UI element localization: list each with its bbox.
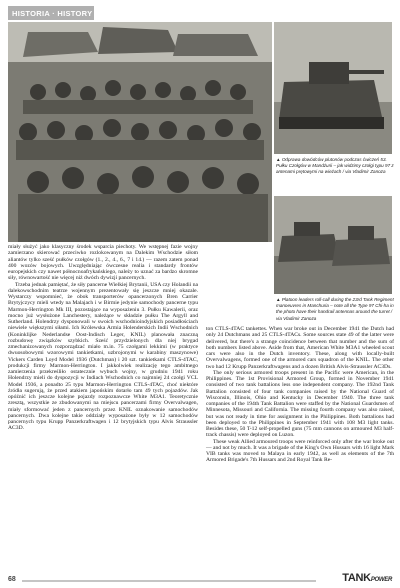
tank-column-photo: [274, 196, 392, 294]
polish-text-column: [8, 244, 198, 432]
main-photo: [8, 22, 272, 242]
tank-photo-top: [274, 22, 392, 154]
tank-crews-photo: [8, 22, 272, 242]
logo-sub: POWER: [370, 577, 392, 583]
section-label: HISTORIA · HISTORY: [12, 8, 93, 18]
tank-photo-bottom: [274, 196, 392, 294]
paragraph: The only serious armored troops present in the Pacific were American, in the Philippines. The 1st Provisional Armored Group, formed in November 1941 consisted of two tank battalions less one independent company. The 192nd Tank Battalion consisted of four tank companies raised by the National Guard of Wisconsin, Illinois, Ohio and Kentucky in December 1940. The three tank companies of the 194th Tank Battalion were staffed by the National Guardsmen of Minnesota, Missouri and California. The missing fourth company was also raised, but was not ready in time for assignment in the Philippines. Both battalions had been deployed to the Philippines in September 1941 with 108 M3 light tanks. Besides these, 50 T-12 self-propelled guns (75 mm cannons on armoured M3 half-track chassis) were deployed on Luzon.: [206, 369, 394, 439]
logo-main: TANK: [342, 572, 371, 584]
paragraph: ton CTLS-4TAC tankettes. When war broke out in December 1941 the Dutch had only 24 Dutchmans and 25 CTLS-4TACs. Some sources state 49 of the latter were delivered, but there's a strange coincidence between that number and the sum of both numbers listed above. Aside from that, American White M3A1 wheeled scout cars were also in the Dutch inventory. These, along with locally-built Overvalwagens, formed one of the armored cars squadron of the KNIL. The other two had 12 Krupp Panzerkraftwagens and a dozen British Alvis-Straussler AC3Ds.: [206, 326, 394, 370]
tank-on-road-photo: [274, 22, 392, 154]
english-text-column: [206, 326, 394, 464]
paragraph: These weak Allied armoured troops were reinforced only after the war broke out — and not by much. It was a brigade of the King's Own Hussars with 16 light Mark VIB tanks was moved to Malaya in early 1942, as well as elements of the 7th Armored Brigade's 7th Hussars and 2nd Royal Tank Re-: [206, 438, 394, 464]
photo-caption-bottom: ▲ Platoon leaders roll-call during the 23rd Tank Regiment manoeuvres in Manchuria – note all the Type 97 Chi-ha in the photo have their handrail antennas around the turret / via Vladimir Zanoza: [276, 297, 394, 321]
page-number: 68: [8, 576, 16, 583]
footer-rule: [22, 580, 316, 582]
section-header: [8, 6, 94, 20]
paragraph: miały służyć jako klasyczny środek wsparcia piechoty. We wstępnej fazie wojny zamierzano skierować przeciwko rozlokowanym na Dalekim Wschodzie siłom aliantów tylko sześć pułków czołgów (1., 2., 4., 6., 7 i 14.) — razem zatem ponad 400 wozów bojowych. Uwzględniając ówczesne realia i standardy frontów europejskich czy nawet północnoafrykańskiego, należy to uznać za bardzo skromne siły, równowartość nie więcej niż dwóch dywizji pancernych.: [8, 244, 198, 282]
photo-caption-top: ▲ Odprawa dowódców plutonów podczas ćwiczeń 53. Pułku Czołgów w Mandżurii – jak widzimy czołgi typu 97 z antenami prętowymi na wieżach / via Vladimir Zanoza: [276, 157, 394, 175]
magazine-logo: [342, 572, 392, 584]
paragraph: Trzeba jednak pamiętać, że siły pancerne Wielkiej Brytanii, USA czy Holandii na dalekowschodnim teatrze wojennym prezentowały się jeszcze mniej okazale. Wystarczy wspomnieć, że obok transporterów opancerzonych Bren Carrier Brytyjczycy mieli wtedy na Malajach i w Birmie jedynie samochody pancerne typu Marmon-Herrington Mk III, pozostające na wyposażeniu 3. Pułku Kawalerii, oraz mocno już wysłużone Lanchestery, należące w składzie pułku The Argyll and Sutherland. Holendrzy dysponowali w swoich wschodnioindyjskich posiadłościach niewiele większymi siłami. Ich Królewska Armia Holenderskich Indii Wschodnich (Koninklijke Nederlandse Oost-Indisch Leger, KNIL) planowała znaczną rozbudowę związków szybkich. Sześć przydzielonych dla niej brygad zmechanizowanych rozporządzać miało m.in. 75 czołgami lekkimi (w praktyce dwuosobowymi wzorowymi tankietkami, uzbrojonymi w karabiny maszynowe) Vickers Carden Loyd Model 1936 (Dutchman) i 20 szt. tankietkami CTLS-4TAC, produkcji firmy Marmon-Herrington. I jakkolwiek realizację tego ambitnego zamierzenia przekreśliło ostatecznie wybuch wojny, w grudniu 1941 roku Holendrzy mieli do dyspozycji w Indiach Wschodnich co najmniej 24 czołgi VCL Model 1936, a ponadto 25 typu Marmon-Herrington CTLS-4TAC, choć niektóre źródła sugerują, że przed atakiem japońskim dotarło tam 49 tych pojazdów. Jak opóźnić ich jeszcze kolejne pojazdy rozpoznawcze White M3A1. Teoretycznie zresztą, wszystkie ze zbudowanymi na miejscu pancerzami firmy Overvalwagen, miały sformować jeden z pancernych przez KNIL oznakowanie samochodów pancernych. Dwa kolejne takie oddziały wyposażone były w 12 samochodów pancernych typu Krupp Panzerkraftwagen i 12 brytyjskich typu Alvis Straussler AC3D.: [8, 281, 198, 432]
